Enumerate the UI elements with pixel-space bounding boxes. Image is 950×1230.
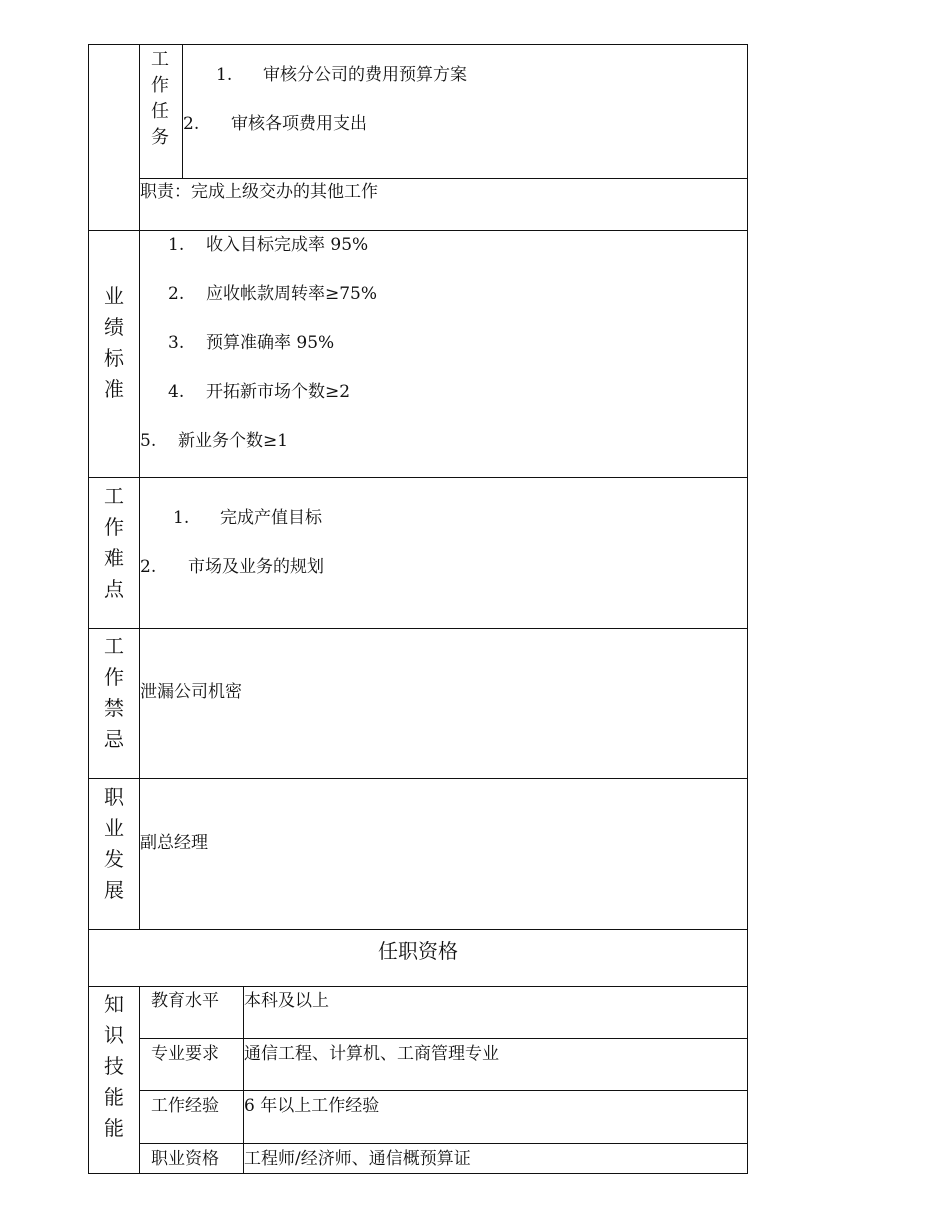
task-item-1-num: 1. — [216, 65, 233, 85]
divider — [140, 178, 747, 179]
qualification-key-major: 专业要求 — [151, 1044, 219, 1064]
divider — [140, 1143, 747, 1144]
difficulty-item-2-text: 市场及业务的规划 — [188, 557, 324, 577]
divider — [89, 986, 747, 987]
qualification-heading: 任职资格 — [378, 939, 458, 963]
performance-item-3-text: 预算准确率 95% — [206, 333, 335, 353]
knowledge-skill-label: 知 识 技 能 能 — [104, 992, 124, 1140]
qualification-value-education: 本科及以上 — [244, 991, 329, 1011]
divider — [243, 986, 244, 1174]
qualification-value-certificate: 工程师/经济师、通信概预算证 — [244, 1149, 471, 1169]
divider — [139, 986, 140, 1174]
divider — [89, 628, 747, 629]
taboo-label: 工 作 禁 忌 — [104, 634, 124, 751]
taboo-text: 泄漏公司机密 — [140, 682, 242, 702]
difficulty-label: 工 作 难 点 — [104, 484, 124, 601]
performance-item-1-text: 收入目标完成率 95% — [206, 235, 369, 255]
divider — [89, 929, 747, 930]
difficulty-item-2-num: 2. — [140, 557, 157, 577]
qualification-value-experience: 6 年以上工作经验 — [244, 1096, 380, 1116]
qualification-value-major: 通信工程、计算机、工商管理专业 — [244, 1044, 499, 1064]
qualification-key-education: 教育水平 — [151, 991, 219, 1011]
task-item-2-text: 审核各项费用支出 — [231, 114, 367, 134]
task-item-1-text: 审核分公司的费用预算方案 — [263, 65, 467, 85]
divider — [182, 45, 183, 178]
divider — [140, 1038, 747, 1039]
divider — [139, 45, 140, 929]
performance-item-3-num: 3. — [168, 333, 185, 353]
qualification-key-certificate: 职业资格 — [151, 1149, 219, 1169]
career-label: 职 业 发 展 — [104, 785, 124, 902]
divider — [140, 1090, 747, 1091]
performance-label: 业 绩 标 准 — [104, 284, 124, 401]
performance-item-2-num: 2. — [168, 284, 185, 304]
task-duty: 职责：完成上级交办的其他工作 — [140, 182, 378, 202]
performance-item-5-text: 新业务个数≥1 — [178, 431, 289, 451]
difficulty-item-1-num: 1. — [173, 508, 190, 528]
task-label: 工 作 任 务 — [151, 49, 169, 148]
divider — [89, 778, 747, 779]
qualification-key-experience: 工作经验 — [151, 1096, 219, 1116]
difficulty-item-1-text: 完成产值目标 — [220, 508, 322, 528]
divider — [89, 230, 747, 231]
performance-item-4-num: 4. — [168, 382, 185, 402]
performance-item-1-num: 1. — [168, 235, 185, 255]
performance-item-4-text: 开拓新市场个数≥2 — [206, 382, 351, 402]
job-description-table — [88, 44, 748, 1174]
divider — [89, 477, 747, 478]
career-text: 副总经理 — [140, 833, 208, 853]
performance-item-5-num: 5. — [140, 431, 157, 451]
performance-item-2-text: 应收帐款周转率≥75% — [206, 284, 378, 304]
task-item-2-num: 2. — [183, 114, 200, 134]
